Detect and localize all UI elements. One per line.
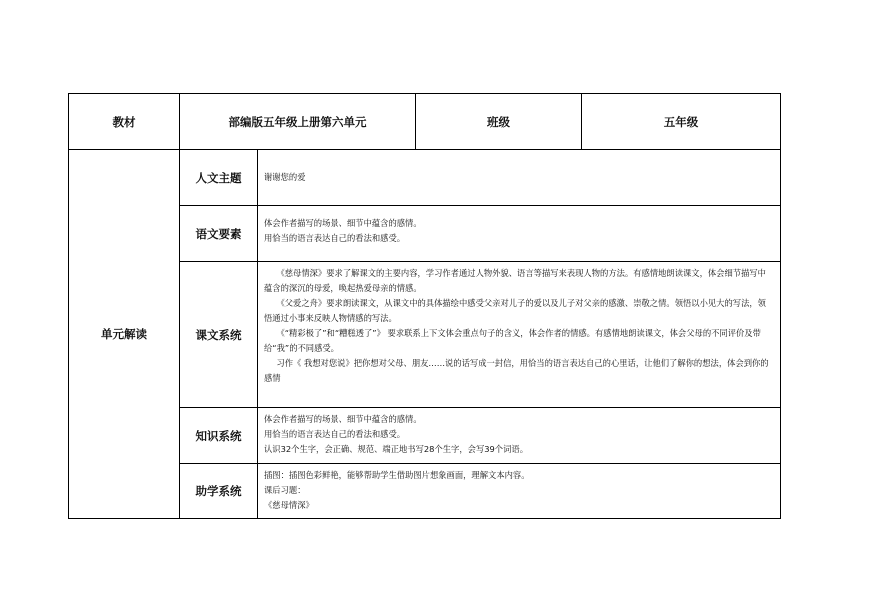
- content-line: 用恰当的语言表达自己的看法和感受。: [264, 233, 406, 243]
- content-line: 用恰当的语言表达自己的看法和感受。: [264, 429, 406, 439]
- header-class-label: 班级: [416, 94, 582, 150]
- header-textbook-value: 部编版五年级上册第六单元: [180, 94, 416, 150]
- content-paragraph: 《“精彩极了”和“糟糕透了”》 要求联系上下文体会重点句子的含义，体会作者的情感。有感情地朗读课文，体会父母的不同评价及带给“我”的不同感受。: [264, 328, 761, 353]
- content-line: 体会作者描写的场景、细节中蕴含的感情。: [264, 414, 422, 424]
- row-content-knowledge-system: [258, 408, 781, 464]
- row-label-learning-aids: 助学系统: [180, 464, 258, 519]
- content-line: 谢谢您的爱: [264, 172, 306, 182]
- row-content-language-elements: [258, 206, 781, 262]
- content-line: 《慈母情深》: [264, 500, 314, 510]
- row-content-theme: [258, 150, 781, 206]
- content-line: 插图：插图色彩鲜艳，能够帮助学生借助图片想象画面，理解文本内容。: [264, 470, 530, 480]
- row-content-learning-aids: [258, 464, 781, 519]
- row-content-text-system: [258, 262, 781, 408]
- content-line: 认识32个生字，会正确、规范、端正地书写28个生字，会写39个词语。: [264, 444, 528, 454]
- row-label-knowledge-system: 知识系统: [180, 408, 258, 464]
- row-label-language-elements: 语文要素: [180, 206, 258, 262]
- content-paragraph: 习作《 我想对您说》把你想对父母、朋友……说的话写成一封信，用恰当的语言表达自己的心里话，让他们了解你的想法，体会到你的感情: [264, 358, 769, 383]
- section-label: 单元解读: [69, 150, 180, 519]
- content-line: 体会作者描写的场景、细节中蕴含的感情。: [264, 218, 422, 228]
- unit-table: [68, 93, 781, 519]
- header-row: [69, 94, 781, 150]
- row-theme: [69, 150, 781, 206]
- content-paragraph: 《慈母情深》要求了解课文的主要内容，学习作者通过人物外貌、语言等描写来表现人物的方法。有感情地朗读课文，体会细节描写中蕴含的深沉的母爱，唤起热爱母亲的情感。: [264, 268, 766, 293]
- row-label-theme: 人文主题: [180, 150, 258, 206]
- content-line: 课后习题：: [264, 485, 306, 495]
- header-textbook-label: 教材: [69, 94, 180, 150]
- row-label-text-system: 课文系统: [180, 262, 258, 408]
- header-class-value: 五年级: [582, 94, 781, 150]
- content-paragraph: 《父爱之舟》要求朗读课文，从课文中的具体描绘中感受父亲对儿子的爱以及儿子对父亲的感激、崇敬之情。领悟以小见大的写法，领悟通过小事来反映人物情感的写法。: [264, 298, 766, 323]
